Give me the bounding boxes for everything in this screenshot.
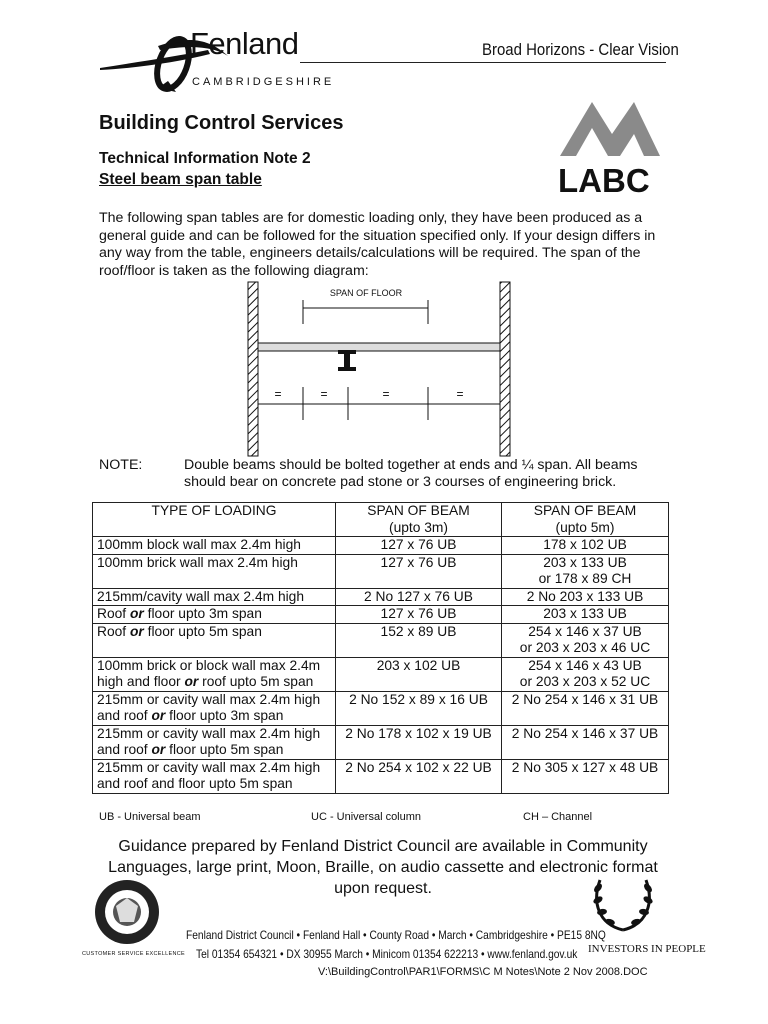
table-row (93, 657, 669, 691)
emphasis-or: or (151, 708, 166, 723)
left-wall (248, 282, 258, 456)
table-header-row (93, 503, 669, 537)
cell-line: 2 No 152 x 89 x 16 UB (349, 691, 488, 707)
cell-line: 254 x 146 x 43 UB (528, 657, 642, 673)
cell-loading (93, 759, 336, 793)
cell-span-3m (336, 606, 502, 624)
table-row (93, 554, 669, 588)
labc-logo-icon (556, 100, 676, 196)
cell-line: 2 No 254 x 102 x 22 UB (345, 759, 492, 775)
cell-line: 152 x 89 UB (380, 623, 457, 639)
file-path: V:\BuildingControl\PAR1\FORMS\C M Notes\Note 2 Nov 2008.DOC (318, 966, 648, 978)
cell-line: 2 No 254 x 146 x 37 UB (511, 725, 659, 741)
cell-span-5m (502, 554, 669, 588)
right-wall (500, 282, 510, 456)
cell-span-3m (336, 691, 502, 725)
cell-line: 2 No 203 x 133 UB (526, 588, 644, 604)
investors-in-people-label: INVESTORS IN PEOPLE (588, 943, 706, 955)
footer-address: Fenland District Council • Fenland Hall • County Road • March • Cambridgeshire • PE15 8NQ (186, 928, 606, 942)
header-span-5m: SPAN OF BEAM (upto 5m) (502, 503, 669, 537)
section-title: Building Control Services (99, 112, 344, 134)
cell-loading (93, 725, 336, 759)
cell-span-3m (336, 725, 502, 759)
equal-mark: = (274, 387, 282, 401)
labc-logo-text: LABC (558, 162, 650, 196)
span-diagram (240, 280, 520, 460)
tagline: Broad Horizons - Clear Vision (482, 40, 679, 59)
span-table (92, 502, 669, 794)
cell-span-5m (502, 759, 669, 793)
cell-line: 203 x 102 UB (376, 657, 461, 673)
cell-loading (93, 657, 336, 691)
table-row (93, 606, 669, 624)
cell-line: 100mm brick wall max 2.4m high (97, 554, 298, 570)
table-row (93, 537, 669, 555)
cell-line: 2 No 254 x 146 x 31 UB (511, 691, 659, 707)
cell-span-5m (502, 537, 669, 555)
equal-mark: = (320, 387, 328, 401)
equal-mark: = (456, 387, 464, 401)
intro-paragraph: The following span tables are for domestic loading only, they have been produced as a general guide and can be followed for the situation specified only. If your design differs in any way from the table, engineers details/calculations will be required. The span of the roof/floor is taken as the following diagram: (99, 210, 656, 279)
emphasis-or: or (151, 742, 166, 757)
cell-line: 2 No 127 x 76 UB (364, 588, 473, 604)
cell-line: Roof or floor upto 5m span (97, 623, 262, 639)
charter-mark-icon (82, 876, 172, 962)
cell-line: 215mm/cavity wall max 2.4m high (97, 588, 305, 604)
table-row (93, 725, 669, 759)
brand-name: Fenland (190, 26, 299, 61)
cell-line: 215mm or cavity wall max 2.4m high (97, 725, 321, 741)
cell-span-3m (336, 554, 502, 588)
cell-span-3m (336, 623, 502, 657)
cell-line: 100mm block wall max 2.4m high (97, 537, 301, 552)
cell-loading (93, 537, 336, 555)
header-rule (300, 62, 666, 63)
header-span-3m: SPAN OF BEAM (upto 3m) (336, 503, 502, 537)
cell-line: 254 x 146 x 37 UB (528, 623, 642, 639)
note-subtitle: Steel beam span table (99, 171, 262, 188)
guidance-text: Guidance prepared by Fenland District Council are available in Community Languages, large print, Moon, Braille, on audio cassette and electronic format upon request. (108, 838, 658, 897)
equal-mark: = (382, 387, 390, 401)
note-title: Technical Information Note 2 (99, 150, 311, 167)
footer-contact: Tel 01354 654321 • DX 30955 March • Minicom 01354 622213 • www.fenland.gov.uk (196, 947, 578, 961)
emphasis-or: or (184, 674, 199, 689)
table-row (93, 588, 669, 606)
cell-line: or 203 x 203 x 46 UC (519, 640, 651, 655)
table-row (93, 759, 669, 793)
cell-span-5m (502, 657, 669, 691)
cell-line: 100mm brick or block wall max 2.4m (97, 657, 321, 673)
cell-loading (93, 554, 336, 588)
cell-line: or 178 x 89 CH (538, 571, 632, 586)
floor-slab (258, 343, 500, 351)
cell-line: Roof or floor upto 3m span (97, 606, 262, 621)
cell-line: 127 x 76 UB (380, 537, 457, 552)
table-row (93, 623, 669, 657)
note-label: NOTE: (99, 457, 143, 473)
table-row (93, 691, 669, 725)
cell-span-5m (502, 606, 669, 624)
cell-span-5m (502, 623, 669, 657)
i-beam-icon (338, 350, 356, 371)
cell-span-5m (502, 691, 669, 725)
cell-loading (93, 623, 336, 657)
charter-caption: CUSTOMER SERVICE EXCELLENCE (82, 951, 185, 957)
cell-line: and roof or floor upto 5m span (97, 742, 284, 757)
cell-loading (93, 588, 336, 606)
legend-ch: CH – Channel (523, 811, 593, 823)
brand-subtitle: CAMBRIDGESHIRE (192, 76, 335, 88)
cell-line: and roof or floor upto 3m span (97, 708, 284, 723)
legend-uc: UC - Universal column (311, 811, 422, 823)
header-type-of-loading: TYPE OF LOADING (93, 503, 336, 537)
emphasis-or: or (129, 606, 144, 621)
span-label: SPAN OF FLOOR (329, 288, 403, 298)
cell-loading (93, 606, 336, 624)
cell-span-5m (502, 588, 669, 606)
cell-loading (93, 691, 336, 725)
cell-line: 215mm or cavity wall max 2.4m high (97, 759, 321, 775)
cell-line: high and floor or roof upto 5m span (97, 674, 314, 689)
legend-ub: UB - Universal beam (99, 811, 201, 823)
cell-line: 215mm or cavity wall max 2.4m high (97, 691, 321, 707)
cell-line: 2 No 178 x 102 x 19 UB (345, 725, 492, 741)
cell-span-5m (502, 725, 669, 759)
note-text: Double beams should be bolted together at ends and ¼ span. All beams should bear on concrete pad stone or 3 courses of engineering brick. (184, 457, 638, 490)
cell-span-3m (336, 657, 502, 691)
cell-line: or 203 x 203 x 52 UC (519, 674, 651, 689)
cell-line: 127 x 76 UB (380, 554, 457, 570)
investors-in-people-wreath-icon (586, 872, 660, 934)
cell-line: and roof and floor upto 5m span (97, 776, 293, 791)
cell-span-3m (336, 537, 502, 555)
cell-span-3m (336, 588, 502, 606)
cell-line: 203 x 133 UB (543, 554, 627, 570)
cell-span-3m (336, 759, 502, 793)
emphasis-or: or (129, 623, 144, 639)
cell-line: 178 x 102 UB (543, 537, 627, 552)
cell-line: 127 x 76 UB (380, 606, 457, 621)
cell-line: 2 No 305 x 127 x 48 UB (511, 759, 659, 775)
cell-line: 203 x 133 UB (543, 606, 627, 621)
